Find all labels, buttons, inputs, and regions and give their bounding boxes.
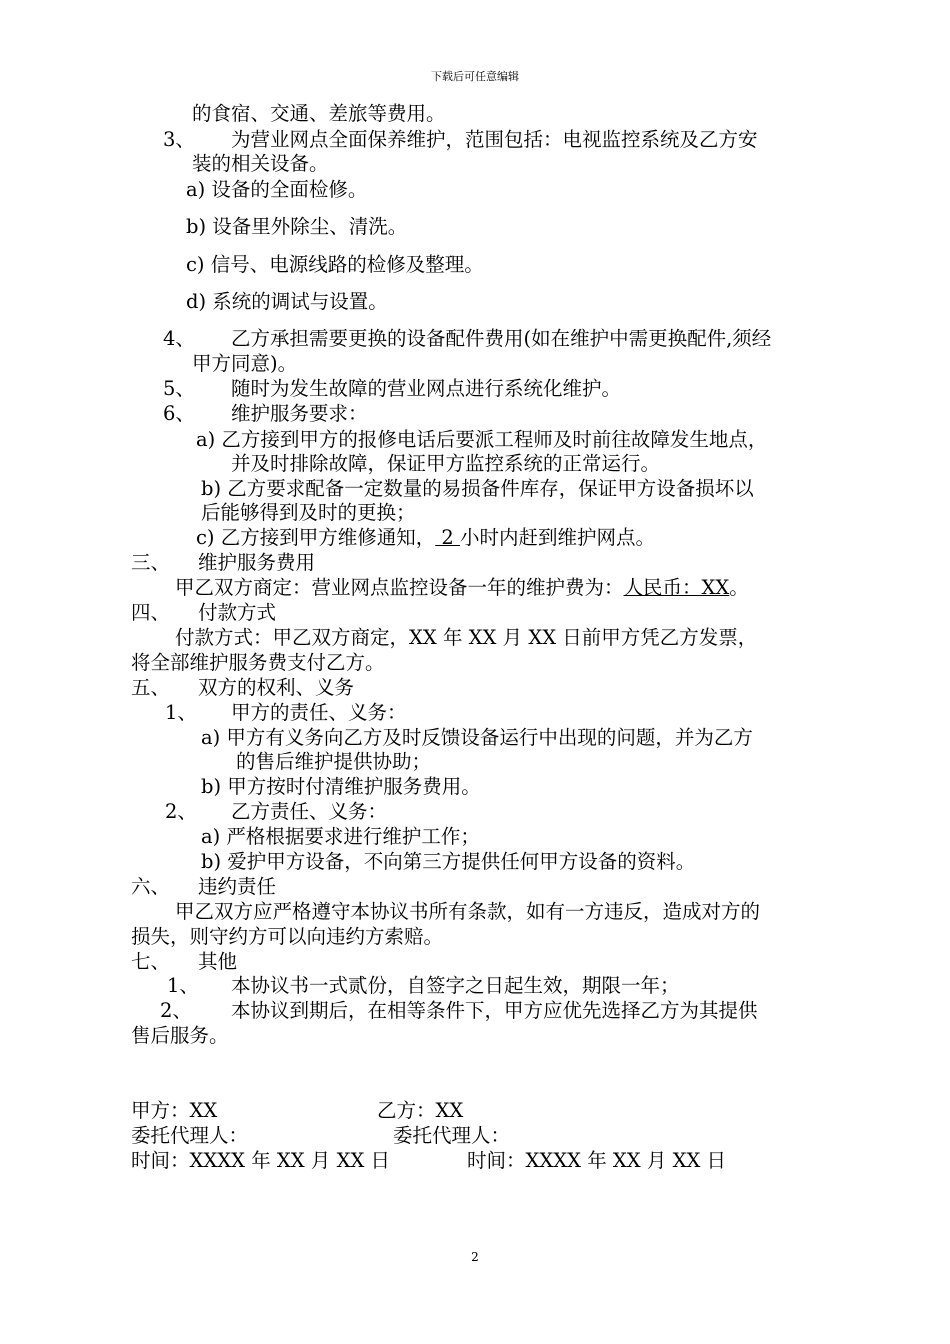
- body-line: 维护服务要求：: [231, 402, 368, 425]
- body-text: 。: [729, 576, 749, 599]
- sub-item: b) 乙方要求配备一定数量的易损备件库存，保证甲方设备损坏以: [201, 477, 754, 500]
- body-line: 甲方的责任、义务：: [231, 701, 407, 724]
- section-number: 五、: [131, 676, 171, 699]
- body-line: [175, 576, 749, 600]
- body-line: 本协议书一式贰份，自签字之日起生效，期限一年；: [231, 974, 680, 997]
- sub-item: a) 设备的全面检修。: [186, 178, 368, 201]
- sub-item: a) 甲方有义务向乙方及时反馈设备运行中出现的问题，并为乙方: [201, 726, 753, 749]
- party-b-name: 乙方：XX: [377, 1099, 464, 1122]
- item-number: 4、: [163, 327, 195, 350]
- body-line: 的食宿、交通、差旅等费用。: [192, 102, 446, 125]
- party-a-agent: 委托代理人：: [131, 1124, 249, 1147]
- section-number: 四、: [131, 601, 171, 624]
- party-a-name: 甲方：XX: [131, 1099, 218, 1122]
- body-line: 付款方式：甲乙双方商定，XX 年 XX 月 XX 日前甲方凭乙方发票，: [175, 626, 758, 649]
- section-heading: 维护服务费用: [198, 551, 316, 574]
- body-line: 随时为发生故障的营业网点进行系统化维护。: [231, 377, 622, 400]
- body-line: 为营业网点全面保养维护，范围包括：电视监控系统及乙方安: [231, 128, 758, 151]
- body-line: 将全部维护服务费支付乙方。: [131, 651, 385, 674]
- body-line: 的售后维护提供协助；: [236, 750, 432, 773]
- section-number: 七、: [131, 950, 171, 973]
- section-heading: 违约责任: [198, 875, 277, 898]
- section-number: 六、: [131, 875, 171, 898]
- item-number: 6、: [163, 402, 195, 425]
- body-text: c) 乙方接到甲方维修通知，: [196, 526, 436, 549]
- party-b-date: 时间：XXXX 年 XX 月 XX 日: [467, 1149, 727, 1172]
- sub-item: b) 设备里外除尘、清洗。: [186, 215, 408, 238]
- item-number: 1、: [165, 701, 197, 724]
- item-number: 1、: [167, 974, 199, 997]
- body-line: 乙方责任、义务：: [231, 800, 388, 823]
- sub-item: b) 甲方按时付清维护服务费用。: [201, 775, 481, 798]
- body-line: 售后服务。: [131, 1024, 229, 1047]
- party-b-agent: 委托代理人：: [393, 1124, 511, 1147]
- body-line: 本协议到期后，在相等条件下，甲方应优先选择乙方为其提供: [231, 999, 758, 1022]
- page-header: 下载后可任意编辑: [431, 70, 519, 83]
- body-line: 后能够得到及时的更换；: [201, 501, 416, 524]
- item-number: 2、: [160, 999, 192, 1022]
- item-number: 3、: [163, 128, 195, 151]
- body-text: 小时内赶到维护网点。: [460, 526, 656, 549]
- item-number: 2、: [165, 800, 197, 823]
- sub-item: c) 信号、电源线路的检修及整理。: [186, 253, 484, 276]
- body-line: 甲方同意)。: [192, 352, 298, 375]
- sub-item: d) 系统的调试与设置。: [186, 290, 388, 313]
- body-line: 装的相关设备。: [192, 152, 329, 175]
- item-number: 5、: [163, 377, 195, 400]
- underlined-amount: 人民币：XX: [623, 576, 730, 599]
- sub-item: a) 严格根据要求进行维护工作；: [201, 825, 480, 848]
- section-heading: 其他: [198, 950, 238, 973]
- body-line: 乙方承担需要更换的设备配件费用(如在维护中需更换配件,须经: [231, 327, 772, 350]
- body-line: 并及时排除故障，保证甲方监控系统的正常运行。: [231, 452, 661, 475]
- page-number: 2: [471, 1250, 479, 1264]
- section-heading: 付款方式: [198, 601, 277, 624]
- sub-item: a) 乙方接到甲方的报修电话后要派工程师及时前往故障发生地点，: [196, 428, 768, 451]
- body-line: 甲乙双方应严格遵守本协议书所有条款，如有一方违反，造成对方的: [175, 900, 761, 923]
- sub-item: [196, 526, 655, 550]
- underlined-hours: 2: [435, 526, 461, 549]
- sub-item: b) 爱护甲方设备，不向第三方提供任何甲方设备的资料。: [201, 850, 696, 873]
- section-heading: 双方的权利、义务: [198, 676, 355, 699]
- body-line: 损失，则守约方可以向违约方索赔。: [131, 925, 444, 948]
- section-number: 三、: [131, 551, 171, 574]
- party-a-date: 时间：XXXX 年 XX 月 XX 日: [131, 1149, 391, 1172]
- body-text: 甲乙双方商定：营业网点监控设备一年的维护费为：: [175, 576, 624, 599]
